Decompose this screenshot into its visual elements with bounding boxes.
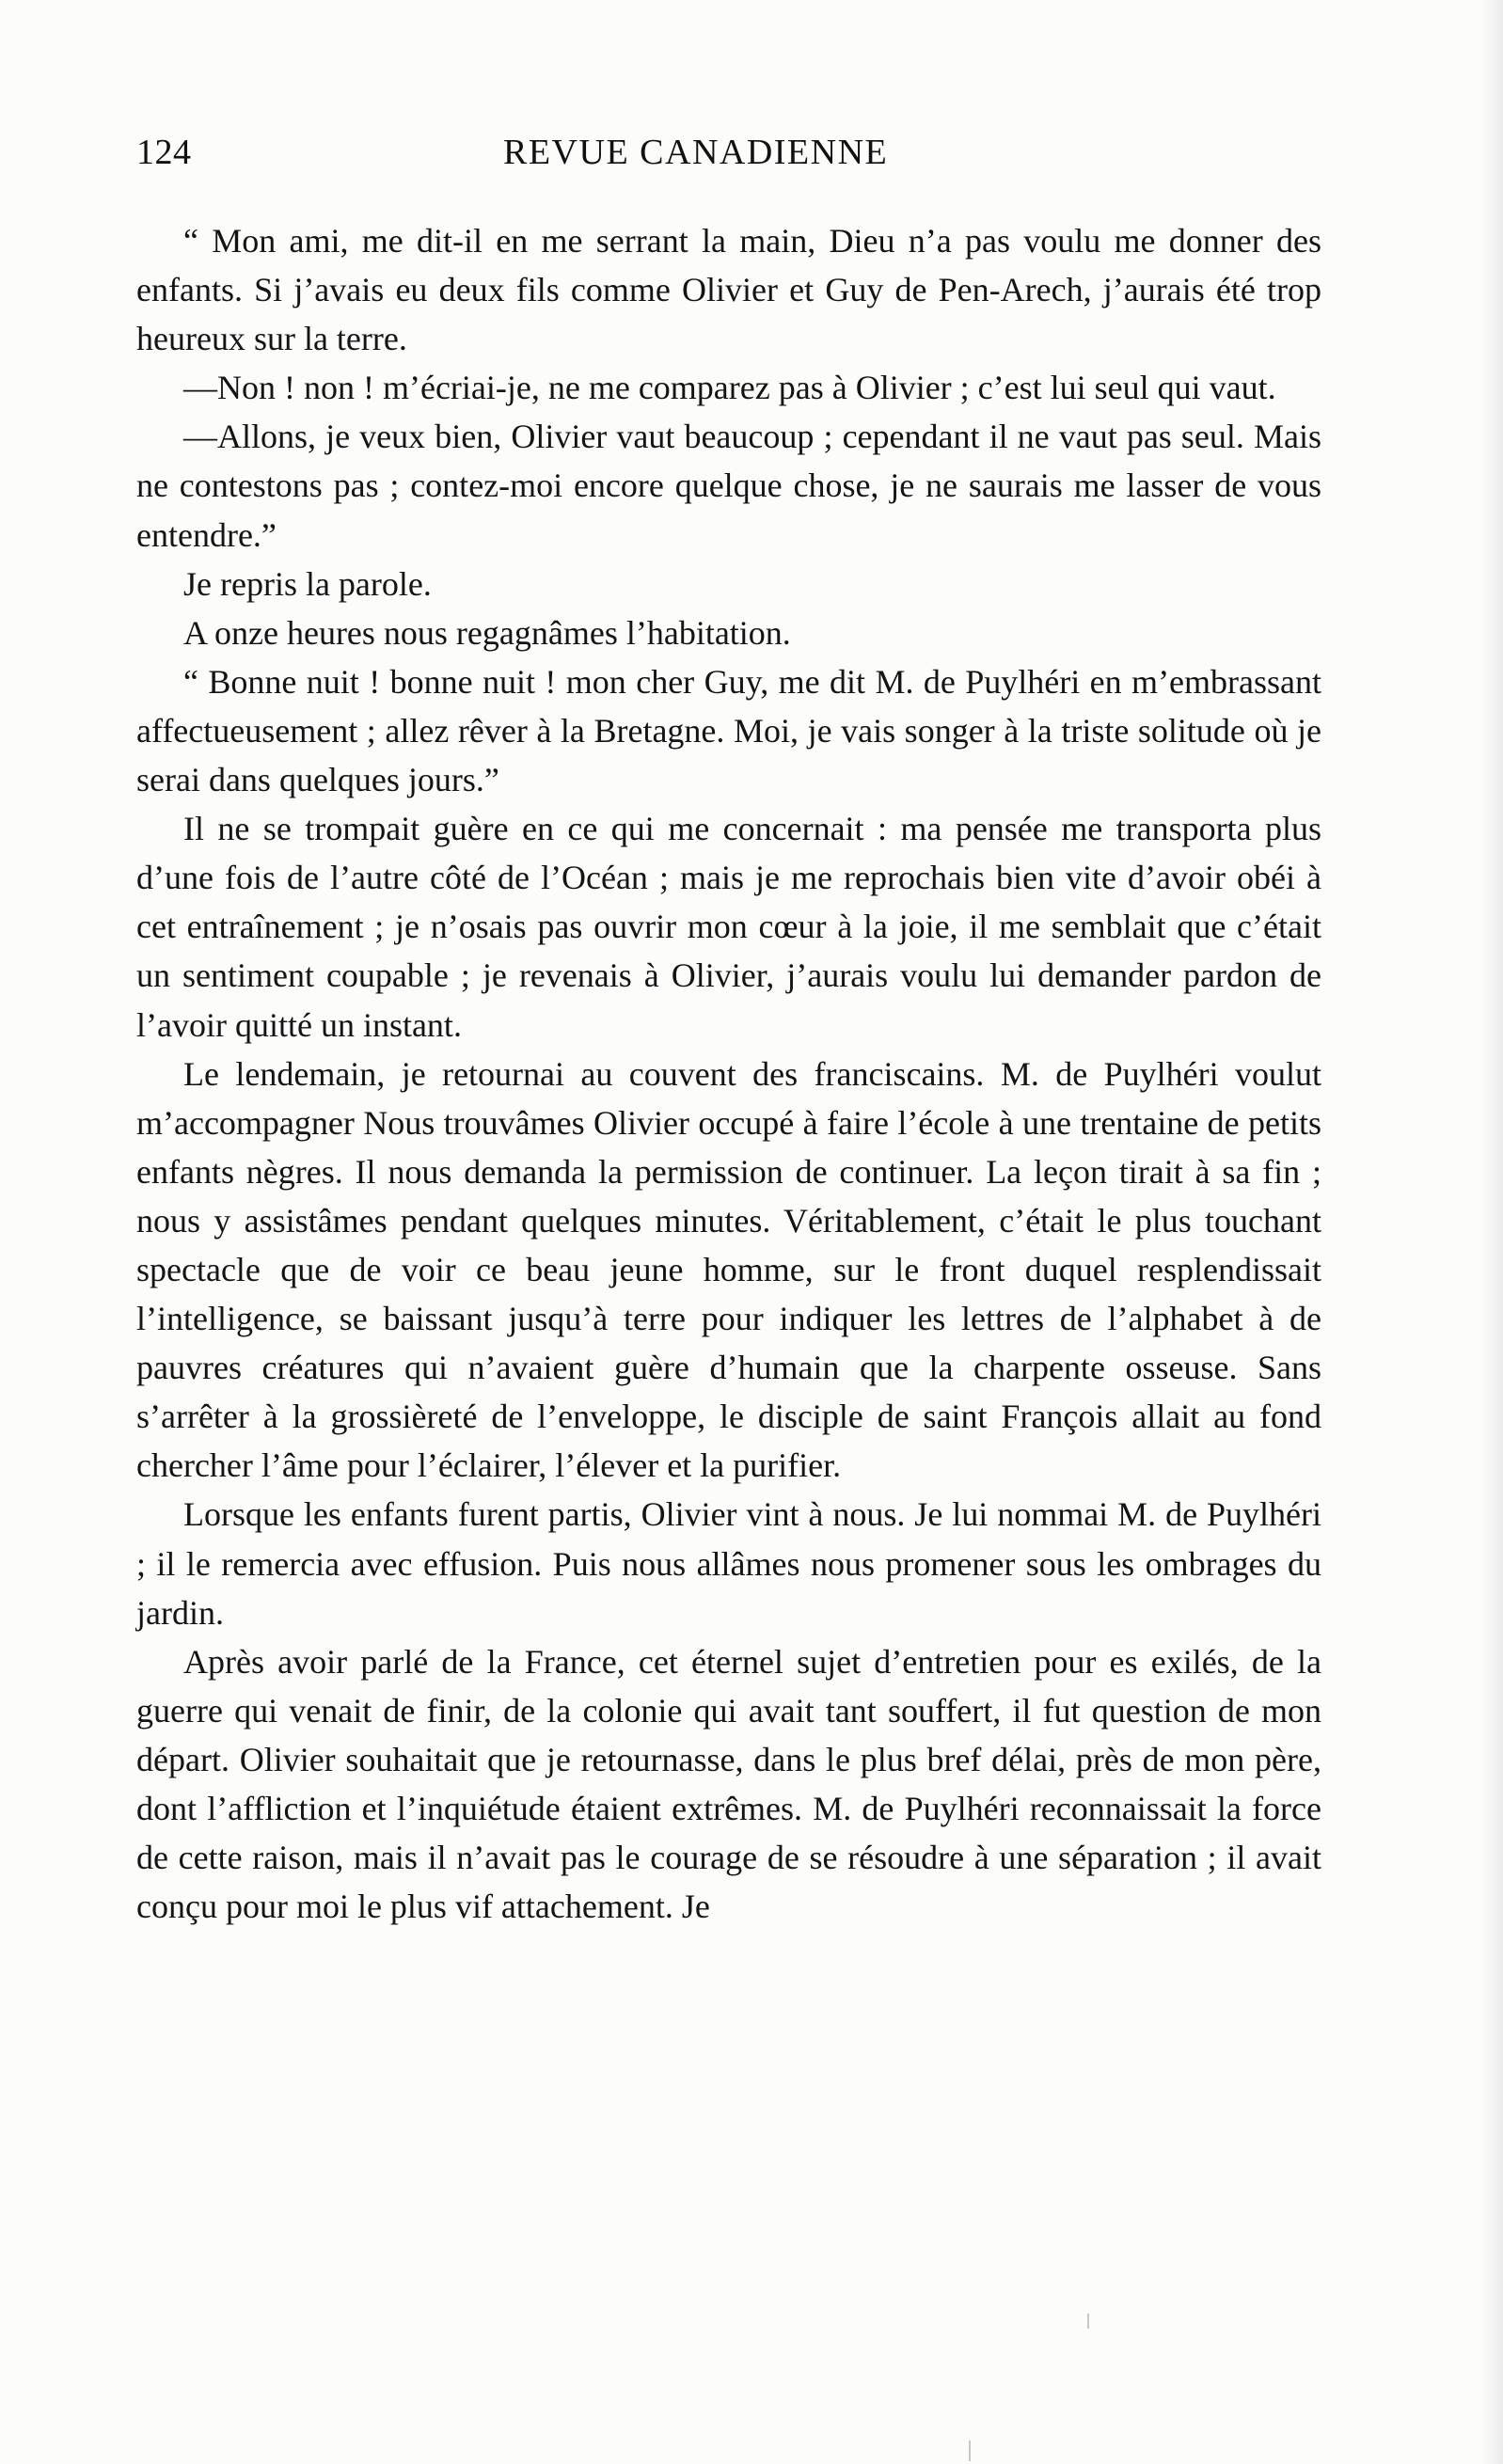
scan-speck: [1087, 2314, 1089, 2329]
body-text: [136, 216, 1321, 1931]
page-edge-shadow: [1480, 0, 1503, 2464]
page-number: 124: [136, 133, 192, 172]
paragraph: Le lendemain, je retournai au couvent des franciscains. M. de Puylhéri voulut m’accompagner Nous trouvâmes Olivier occupé à faire l’école à une trentaine de petits enfants nègres. Il nous demanda la permission de continuer. La leçon tirait à sa fin ; nous y assistâmes pendant quelques minutes. Véritablement, c’était le plus touchant spectacle que de voir ce beau jeune homme, sur le front duquel resplendissait l’intelligence, se baissant jusqu’à terre pour indiquer les lettres de l’alphabet à de pauvres créatures qui n’avaient guère d’humain que la charpente osseuse. Sans s’arrêter à la grossièreté de l’enveloppe, le disciple de saint François allait au fond chercher l’âme pour l’éclairer, l’élever et la purifier.: [136, 1054, 1321, 1485]
paragraph: Il ne se trompait guère en ce qui me concernait : ma pensée me transporta plus d’une fois de l’autre côté de l’Océan ; mais je me reprochais bien vite d’avoir obéi à cet entraînement ; je n’osais pas ouvrir mon cœur à la joie, il me semblait que c’était un sentiment coupable ; je revenais à Olivier, j’aurais voulu lui demander pardon de l’avoir quitté un instant.: [136, 810, 1321, 1044]
page-header: [136, 132, 1321, 188]
paragraph: “ Bonne nuit ! bonne nuit ! mon cher Guy, me dit M. de Puylhéri en m’embrassant affectueusement ; allez rêver à la Bretagne. Moi, je vais songer à la triste solitude où je serai dans quelques jours.”: [136, 662, 1321, 799]
paragraph: Lorsque les enfants furent partis, Olivier vint à nous. Je lui nommai M. de Puylhéri ; il le remercia avec effusion. Puis nous allâmes nous promener sous les ombrages du jardin.: [136, 1495, 1321, 1632]
paragraph: “ Mon ami, me dit-il en me serrant la main, Dieu n’a pas voulu me donner des enfants. Si j’avais eu deux fils comme Olivier et Guy de Pen-Arech, j’aurais été trop heureux sur la terre.: [136, 222, 1321, 358]
paragraph: Je repris la parole.: [183, 564, 432, 603]
paragraph: —Allons, je veux bien, Olivier vaut beaucoup ; cependant il ne vaut pas seul. Mais ne contestons pas ; contez-moi encore quelque chose, je ne saurais me lasser de vous entendre.”: [136, 418, 1321, 554]
paragraph: —Non ! non ! m’écriai-je, ne me comparez pas à Olivier ; c’est lui seul qui vaut.: [183, 369, 1276, 407]
scan-speck: [969, 2440, 971, 2461]
paragraph: Après avoir parlé de la France, cet éternel sujet d’entretien pour es exilés, de la guerre qui venait de finir, de la colonie qui avait tant souffert, il fut question de mon départ. Olivier souhaitait que je retournasse, dans le plus bref délai, près de mon père, dont l’affliction et l’inquiétude étaient extrêmes. M. de Puylhéri reconnaissait la force de cette raison, mais il n’avait pas le courage de se résoudre à une séparation ; il avait conçu pour moi le plus vif attachement. Je: [136, 1642, 1321, 1926]
running-title: REVUE CANADIENNE: [503, 133, 889, 172]
paragraph: A onze heures nous regagnâmes l’habitation.: [183, 613, 791, 652]
